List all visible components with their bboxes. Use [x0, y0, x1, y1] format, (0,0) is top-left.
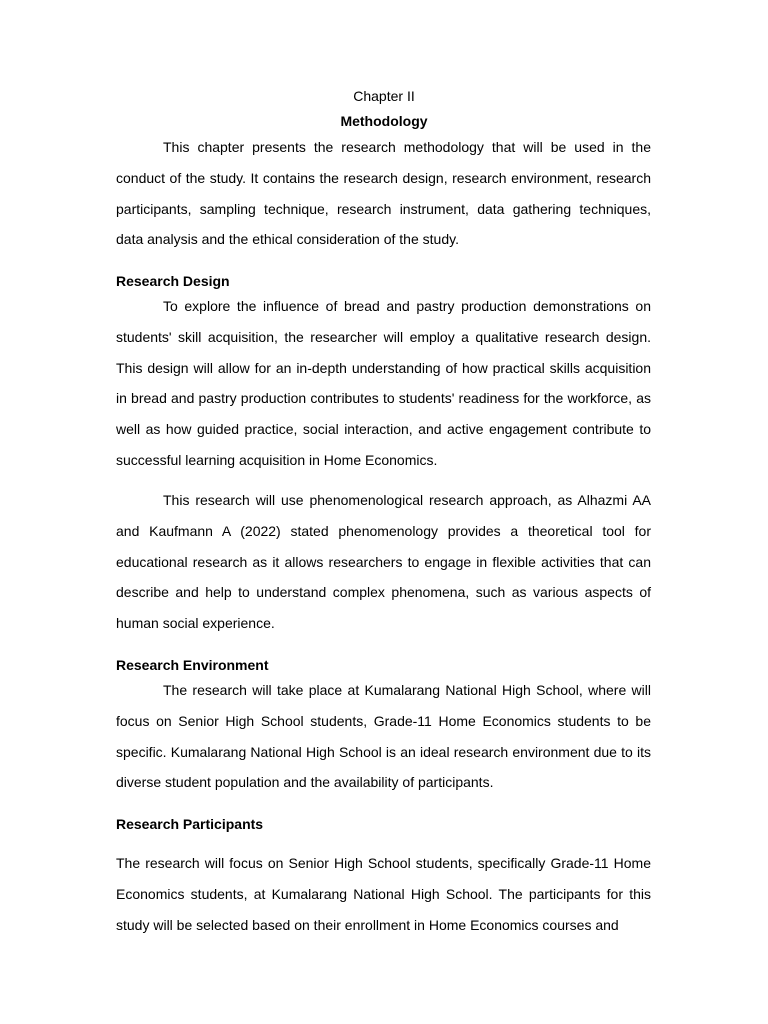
intro-paragraph: This chapter presents the research methodology that will be used in the conduct of the study. It contains the research design, research environment, research participants, sampling technique, research instrument, data gathering techniques, data analysis and the ethical consideration of the study.: [116, 139, 651, 248]
research-participants-heading: Research Participants: [116, 816, 264, 832]
research-participants-paragraph: The research will focus on Senior High School students, specifically Grade-11 Home Economics students, at Kumalarang National High School. The participants for this study will be selected based on their enrollment in Home Economics courses and: [116, 855, 651, 933]
research-environment-paragraph: The research will take place at Kumalarang National High School, where will focus on Senior High School students, Grade-11 Home Economics students to be specific. Kumalarang National High School is an ideal research environment due to its diverse student population and the availability of participants.: [116, 682, 651, 791]
research-environment-heading: Research Environment: [116, 657, 269, 673]
chapter-title: Methodology: [340, 113, 428, 129]
research-design-heading: Research Design: [116, 273, 230, 289]
research-design-paragraph-2: This research will use phenomenological research approach, as Alhazmi AA and Kaufmann A (2022) stated phenomenology provides a theoretical tool for educational research as it allows researchers to engage in flexible activities that can describe and help to understand complex phenomena, such as various aspects of human social experience.: [116, 492, 651, 632]
research-design-paragraph-1: To explore the influence of bread and pastry production demonstrations on students' skill acquisition, the researcher will employ a qualitative research design. This design will allow for an in-depth understanding of how practical skills acquisition in bread and pastry production contributes to students' readiness for the workforce, as well as how guided practice, social interaction, and active engagement contribute to successful learning acquisition in Home Economics.: [116, 298, 651, 468]
chapter-label: Chapter II: [353, 88, 415, 104]
